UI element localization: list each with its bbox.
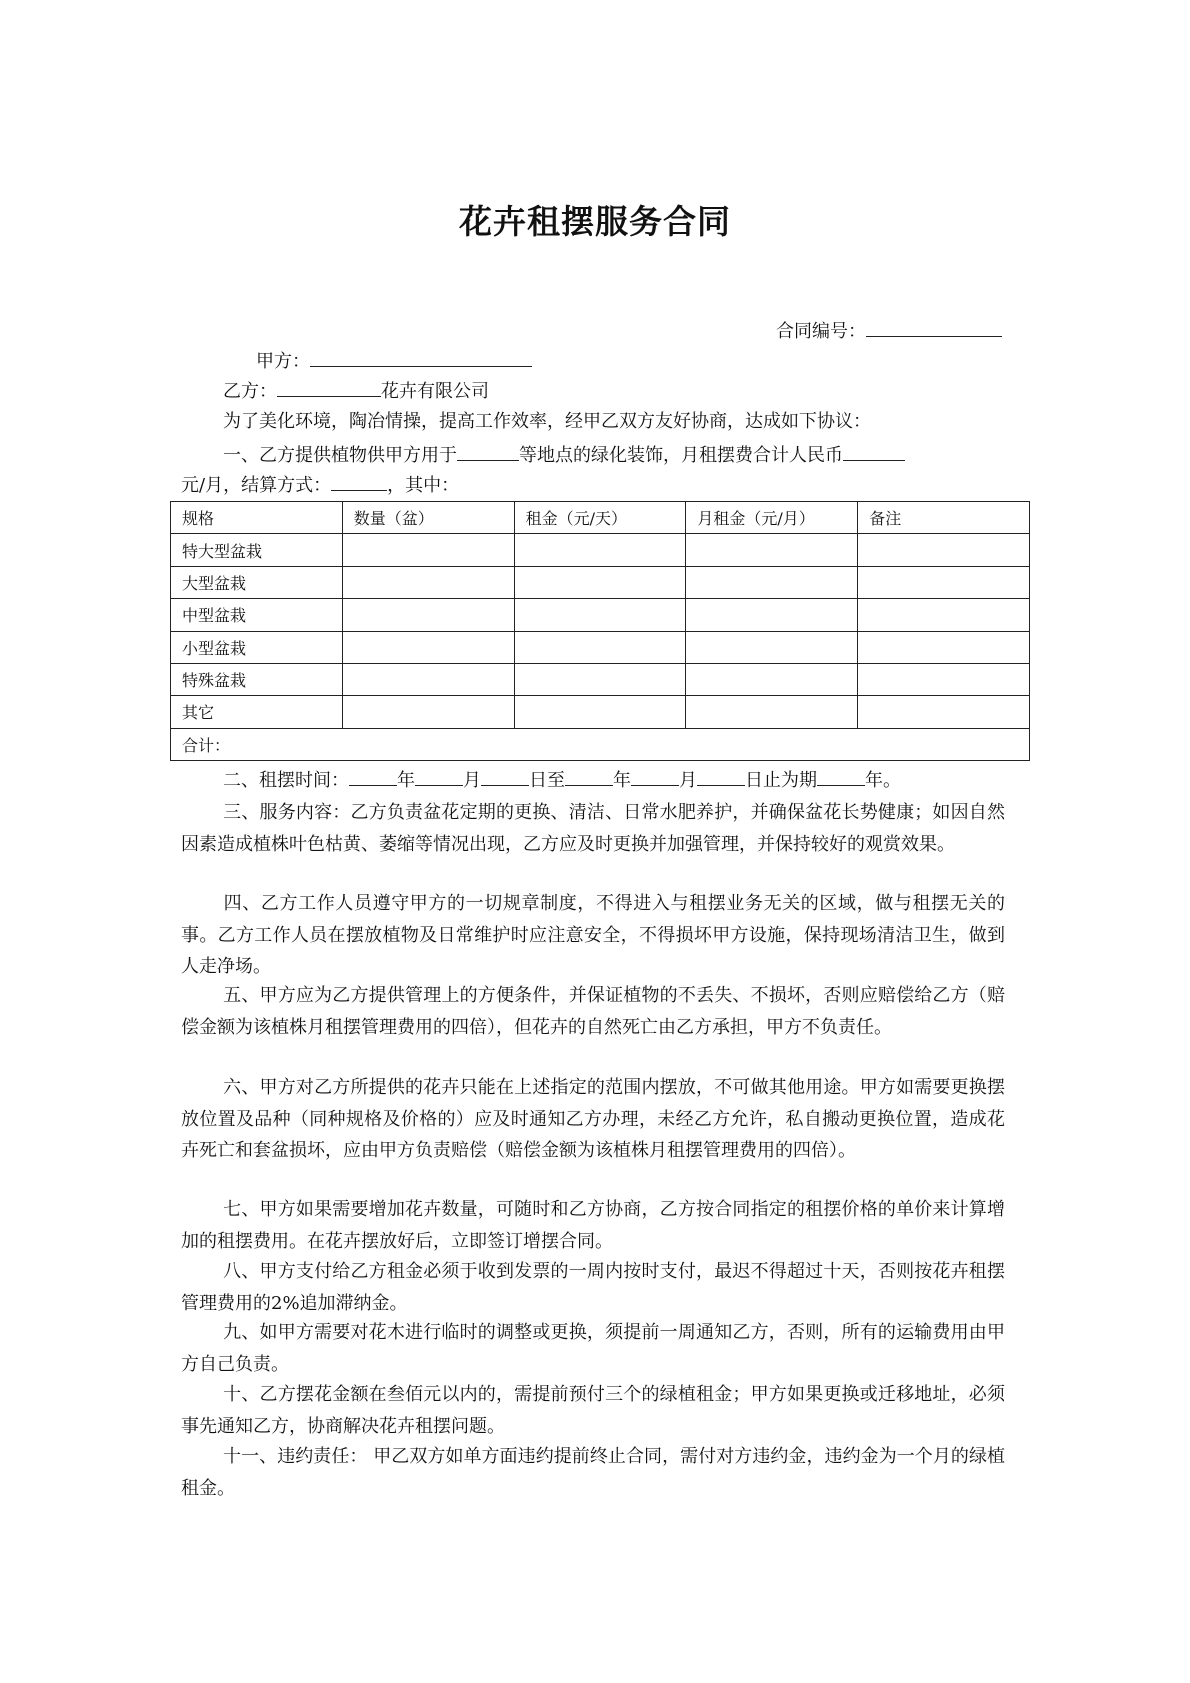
- table-cell: [342, 696, 514, 728]
- table-cell: [858, 663, 1030, 695]
- end-day-blank: [697, 767, 745, 786]
- clause-text: 八、甲方支付给乙方租金必须于收到发票的一周内按时支付，最迟不得超过十天，否则按花卉租摆管理费用的2%追加滞纳金。: [181, 1261, 1005, 1314]
- table-cell: [858, 566, 1030, 598]
- settlement-blank: [331, 472, 387, 491]
- party-b-blank: [277, 378, 381, 397]
- table-cell: [342, 566, 514, 598]
- table-row: [171, 631, 1030, 663]
- table-cell: [858, 696, 1030, 728]
- clause-text: 五、甲方应为乙方提供管理上的方便条件，并保证植物的不丢失、不损坏，否则应赔偿给乙方（赔偿金额为该植株月租摆管理费用的四倍），但花卉的自然死亡由乙方承担，甲方不负责任。: [181, 985, 1005, 1038]
- table-header-cell: 月租金（元/月）: [686, 502, 858, 534]
- clause-text: 三、服务内容：乙方负责盆花定期的更换、清洁、日常水肥养护，并确保盆花长势健康；如因自然因素造成植株叶色枯黄、萎缩等情况出现，乙方应及时更换并加强管理，并保持较好的观赏效果。: [181, 802, 1005, 855]
- start-day-blank: [481, 767, 529, 786]
- table-cell: [686, 663, 858, 695]
- year-text: 年: [613, 770, 631, 791]
- contract-no-line: [776, 318, 1002, 344]
- clause2-prefix: 二、租摆时间：: [223, 770, 349, 791]
- clause-paragraph: [181, 1379, 1005, 1442]
- table-cell: [514, 599, 686, 631]
- row-label: 特大型盆栽: [171, 534, 343, 566]
- year-end-text: 年。: [865, 770, 901, 791]
- clause-paragraph: [181, 1194, 1005, 1257]
- year-text: 年: [397, 770, 415, 791]
- clause-paragraph: [181, 980, 1005, 1043]
- clause-paragraph: [181, 1317, 1005, 1380]
- month-text: 月: [463, 770, 481, 791]
- clause2-line: [223, 767, 901, 793]
- table-cell: [342, 534, 514, 566]
- clause1-part2: 等地点的绿化装饰，月租摆费合计人民币: [519, 445, 843, 466]
- table-cell: [858, 631, 1030, 663]
- clause1-part3: 元/月，结算方式：: [181, 475, 332, 496]
- location-blank: [457, 442, 519, 461]
- day-to-text: 日至: [529, 770, 565, 791]
- table-cell: [342, 631, 514, 663]
- clause-paragraph: [181, 1441, 1005, 1504]
- table-cell: [686, 534, 858, 566]
- table-header-cell: 数量（盆）: [342, 502, 514, 534]
- table-cell: [686, 566, 858, 598]
- clause-text: 九、如甲方需要对花木进行临时的调整或更换，须提前一周通知乙方，否则，所有的运输费用由甲方自己负责。: [181, 1322, 1005, 1375]
- table-total-row: [171, 728, 1030, 760]
- table-cell: [514, 631, 686, 663]
- clause1-line1: [223, 442, 905, 468]
- row-label: 特殊盆栽: [171, 663, 343, 695]
- contract-no-label: 合同编号：: [776, 321, 866, 342]
- document-title: 花卉租摆服务合同: [459, 202, 731, 241]
- table-cell: [342, 663, 514, 695]
- table-cell: [858, 599, 1030, 631]
- clause-text: 四、乙方工作人员遵守甲方的一切规章制度，不得进入与租摆业务无关的区域，做与租摆无关的事。乙方工作人员在摆放植物及日常维护时应注意安全，不得损坏甲方设施，保持现场清洁卫生，做到人走净场。: [181, 893, 1005, 977]
- day-end-text: 日止为期: [745, 770, 817, 791]
- table-cell: [514, 663, 686, 695]
- clause1-part1: 一、乙方提供植物供甲方用于: [223, 445, 457, 466]
- monthly-fee-blank: [843, 442, 905, 461]
- table-row: [171, 663, 1030, 695]
- table-cell: [686, 599, 858, 631]
- table-header-cell: 备注: [858, 502, 1030, 534]
- total-label: 合计：: [171, 728, 1030, 760]
- table-header-cell: 租金（元/天）: [514, 502, 686, 534]
- party-a-blank: [310, 348, 532, 367]
- row-label: 其它: [171, 696, 343, 728]
- table-header-cell: 规格: [171, 502, 343, 534]
- duration-blank: [817, 767, 865, 786]
- row-label: 中型盆栽: [171, 599, 343, 631]
- row-label: 大型盆栽: [171, 566, 343, 598]
- table-row: [171, 566, 1030, 598]
- contract-no-blank: [866, 318, 1002, 337]
- start-month-blank: [415, 767, 463, 786]
- clause-text: 十、乙方摆花金额在叁佰元以内的，需提前预付三个的绿植租金；甲方如果更换或迁移地址，必须事先通知乙方，协商解决花卉租摆问题。: [181, 1384, 1005, 1437]
- table-row: [171, 534, 1030, 566]
- intro-line: 为了美化环境，陶冶情操，提高工作效率，经甲乙双方友好协商，达成如下协议：: [223, 411, 871, 432]
- table-header-row: [171, 502, 1030, 534]
- table-cell: [858, 534, 1030, 566]
- table-cell: [514, 696, 686, 728]
- end-year-blank: [565, 767, 613, 786]
- party-b-label: 乙方：: [223, 381, 277, 402]
- clause-text: 六、甲方对乙方所提供的花卉只能在上述指定的范围内摆放，不可做其他用途。甲方如需要更换摆放位置及品种（同种规格及价格的）应及时通知乙方办理，未经乙方允许，私自搬动更换位置，造成花卉死亡和套盆损坏，应由甲方负责赔偿（赔偿金额为该植株月租摆管理费用的四倍）。: [181, 1077, 1005, 1161]
- table-cell: [686, 631, 858, 663]
- month-text: 月: [679, 770, 697, 791]
- party-a-line: [256, 348, 532, 374]
- clause-paragraph: [181, 1256, 1005, 1319]
- party-b-suffix: 花卉有限公司: [381, 381, 489, 402]
- table-cell: [686, 696, 858, 728]
- clause-paragraph: [181, 1072, 1005, 1167]
- table-row: [171, 599, 1030, 631]
- party-b-line: [223, 378, 489, 404]
- clause-paragraph: [181, 888, 1005, 983]
- table-cell: [514, 534, 686, 566]
- table-row: [171, 696, 1030, 728]
- clause-paragraph: [181, 797, 1005, 860]
- clause1-line2: [181, 472, 459, 498]
- party-a-label: 甲方：: [256, 351, 310, 372]
- clause1-part4: ，其中：: [387, 475, 460, 496]
- fee-table: [170, 501, 1030, 761]
- start-year-blank: [349, 767, 397, 786]
- end-month-blank: [631, 767, 679, 786]
- clause-text: 七、甲方如果需要增加花卉数量，可随时和乙方协商，乙方按合同指定的租摆价格的单价来计算增加的租摆费用。在花卉摆放好后，立即签订增摆合同。: [181, 1199, 1005, 1252]
- table-cell: [342, 599, 514, 631]
- clause-text: 十一、违约责任： 甲乙双方如单方面违约提前终止合同，需付对方违约金，违约金为一个月的绿植租金。: [181, 1446, 1005, 1499]
- row-label: 小型盆栽: [171, 631, 343, 663]
- table-cell: [514, 566, 686, 598]
